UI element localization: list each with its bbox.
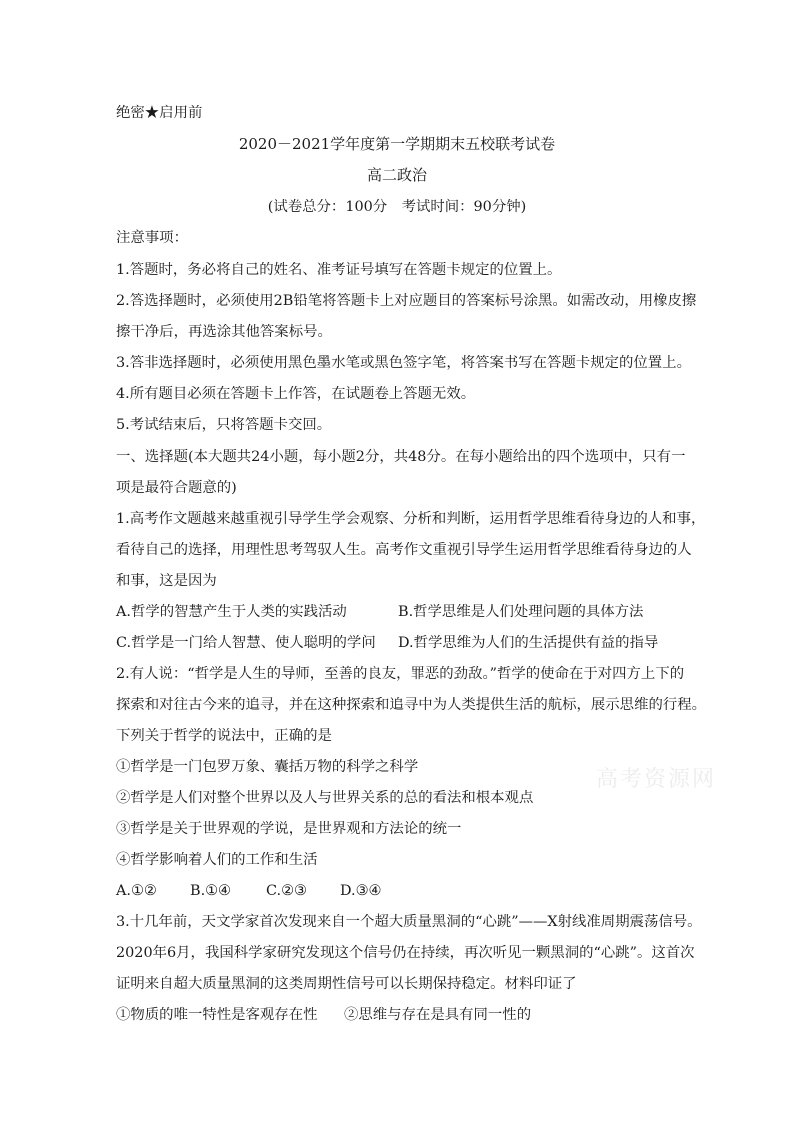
note-item: 2.答选择题时，必须使用2B铅笔将答题卡上对应题目的答案标号涂黑。如需改动，用橡皮擦 xyxy=(116,293,697,309)
q1-stem: 和事，这是因为 xyxy=(116,573,217,589)
q1-stem: 1.高考作文题越来越重视引导学生学会观察、分析和判断，运用哲学思维看待身边的人和事， xyxy=(116,511,706,527)
q1-option-b: B.哲学思维是人们处理问题的具体方法 xyxy=(398,604,644,620)
section-heading: 一、选择题(本大题共24小题，每小题2分，共48分。在每小题给出的四个选项中，只有一 xyxy=(116,449,686,465)
secret-mark: 绝密★启用前 xyxy=(116,105,203,121)
q2-option-d: D.③④ xyxy=(340,883,382,899)
q1-option-a: A.哲学的智慧产生于人类的实践活动 xyxy=(116,604,347,620)
note-item: 3.答非选择题时，必须使用黑色墨水笔或黑色签字笔，将答案书写在答题卡规定的位置上。 xyxy=(116,355,691,371)
q1-option-d: D.哲学思维为人们的生活提供有益的指导 xyxy=(398,635,659,651)
watermark: 高考资源网 xyxy=(596,767,717,792)
q3-stem: 3.十几年前，天文学家首次发现来自一个超大质量黑洞的“心跳”——X射线准周期震荡信号。 xyxy=(116,914,702,930)
q1-stem: 看待自己的选择，用理性思考驾驭人生。高考作文重视引导学生运用哲学思维看待身边的人 xyxy=(116,542,692,558)
q2-stem: 探索和对往古今来的追寻，并在这种探索和追寻中为人类提供生活的航标，展示思维的行程。 xyxy=(116,697,707,713)
q1-option-c: C.哲学是一门给人智慧、使人聪明的学问 xyxy=(116,635,376,651)
exam-title: 2020－2021学年度第一学期期末五校联考试卷 xyxy=(238,135,556,153)
q3-item-2: ②思维与存在是具有同一性的 xyxy=(344,1007,532,1023)
subject-title: 高二政治 xyxy=(366,166,427,184)
q2-item: ③哲学是关于世界观的学说，是世界观和方法论的统一 xyxy=(116,821,462,837)
q2-item: ①哲学是一门包罗万象、囊括万物的科学之科学 xyxy=(116,759,419,775)
q2-option-b: B.①④ xyxy=(190,883,231,899)
note-item: 擦干净后，再选涂其他答案标号。 xyxy=(116,324,332,340)
note-item: 1.答题时，务必将自己的姓名、准考证号填写在答题卡规定的位置上。 xyxy=(116,262,562,278)
note-item: 4.所有题目必须在答题卡上作答，在试题卷上答题无效。 xyxy=(116,386,476,402)
exam-info: (试卷总分：100分 考试时间：90分钟) xyxy=(267,199,527,215)
q3-stem: 证明来自超大质量黑洞的这类周期性信号可以长期保持稳定。材料印证了 xyxy=(116,976,577,992)
q2-item: ④哲学影响着人们的工作和生活 xyxy=(116,852,318,868)
note-item: 5.考试结束后，只将答题卡交回。 xyxy=(116,417,332,433)
q2-item: ②哲学是人们对整个世界以及人与世界关系的总的看法和根本观点 xyxy=(116,790,534,806)
q3-stem: 2020年6月，我国科学家研究发现这个信号仍在持续，再次听见一颗黑洞的“心跳”。这首次 xyxy=(116,945,695,961)
section-heading-cont: 项是最符合题意的) xyxy=(116,480,237,496)
q2-stem: 下列关于哲学的说法中，正确的是 xyxy=(116,728,332,744)
q2-option-a: A.①② xyxy=(116,883,157,899)
notes-heading: 注意事项： xyxy=(116,230,188,246)
q2-stem: 2.有人说：“哲学是人生的导师，至善的良友，罪恶的劲敌。”哲学的使命在于对四方上下的 xyxy=(116,666,685,682)
q2-option-c: C.②③ xyxy=(266,883,307,899)
q3-item-1: ①物质的唯一特性是客观存在性 xyxy=(116,1007,318,1023)
